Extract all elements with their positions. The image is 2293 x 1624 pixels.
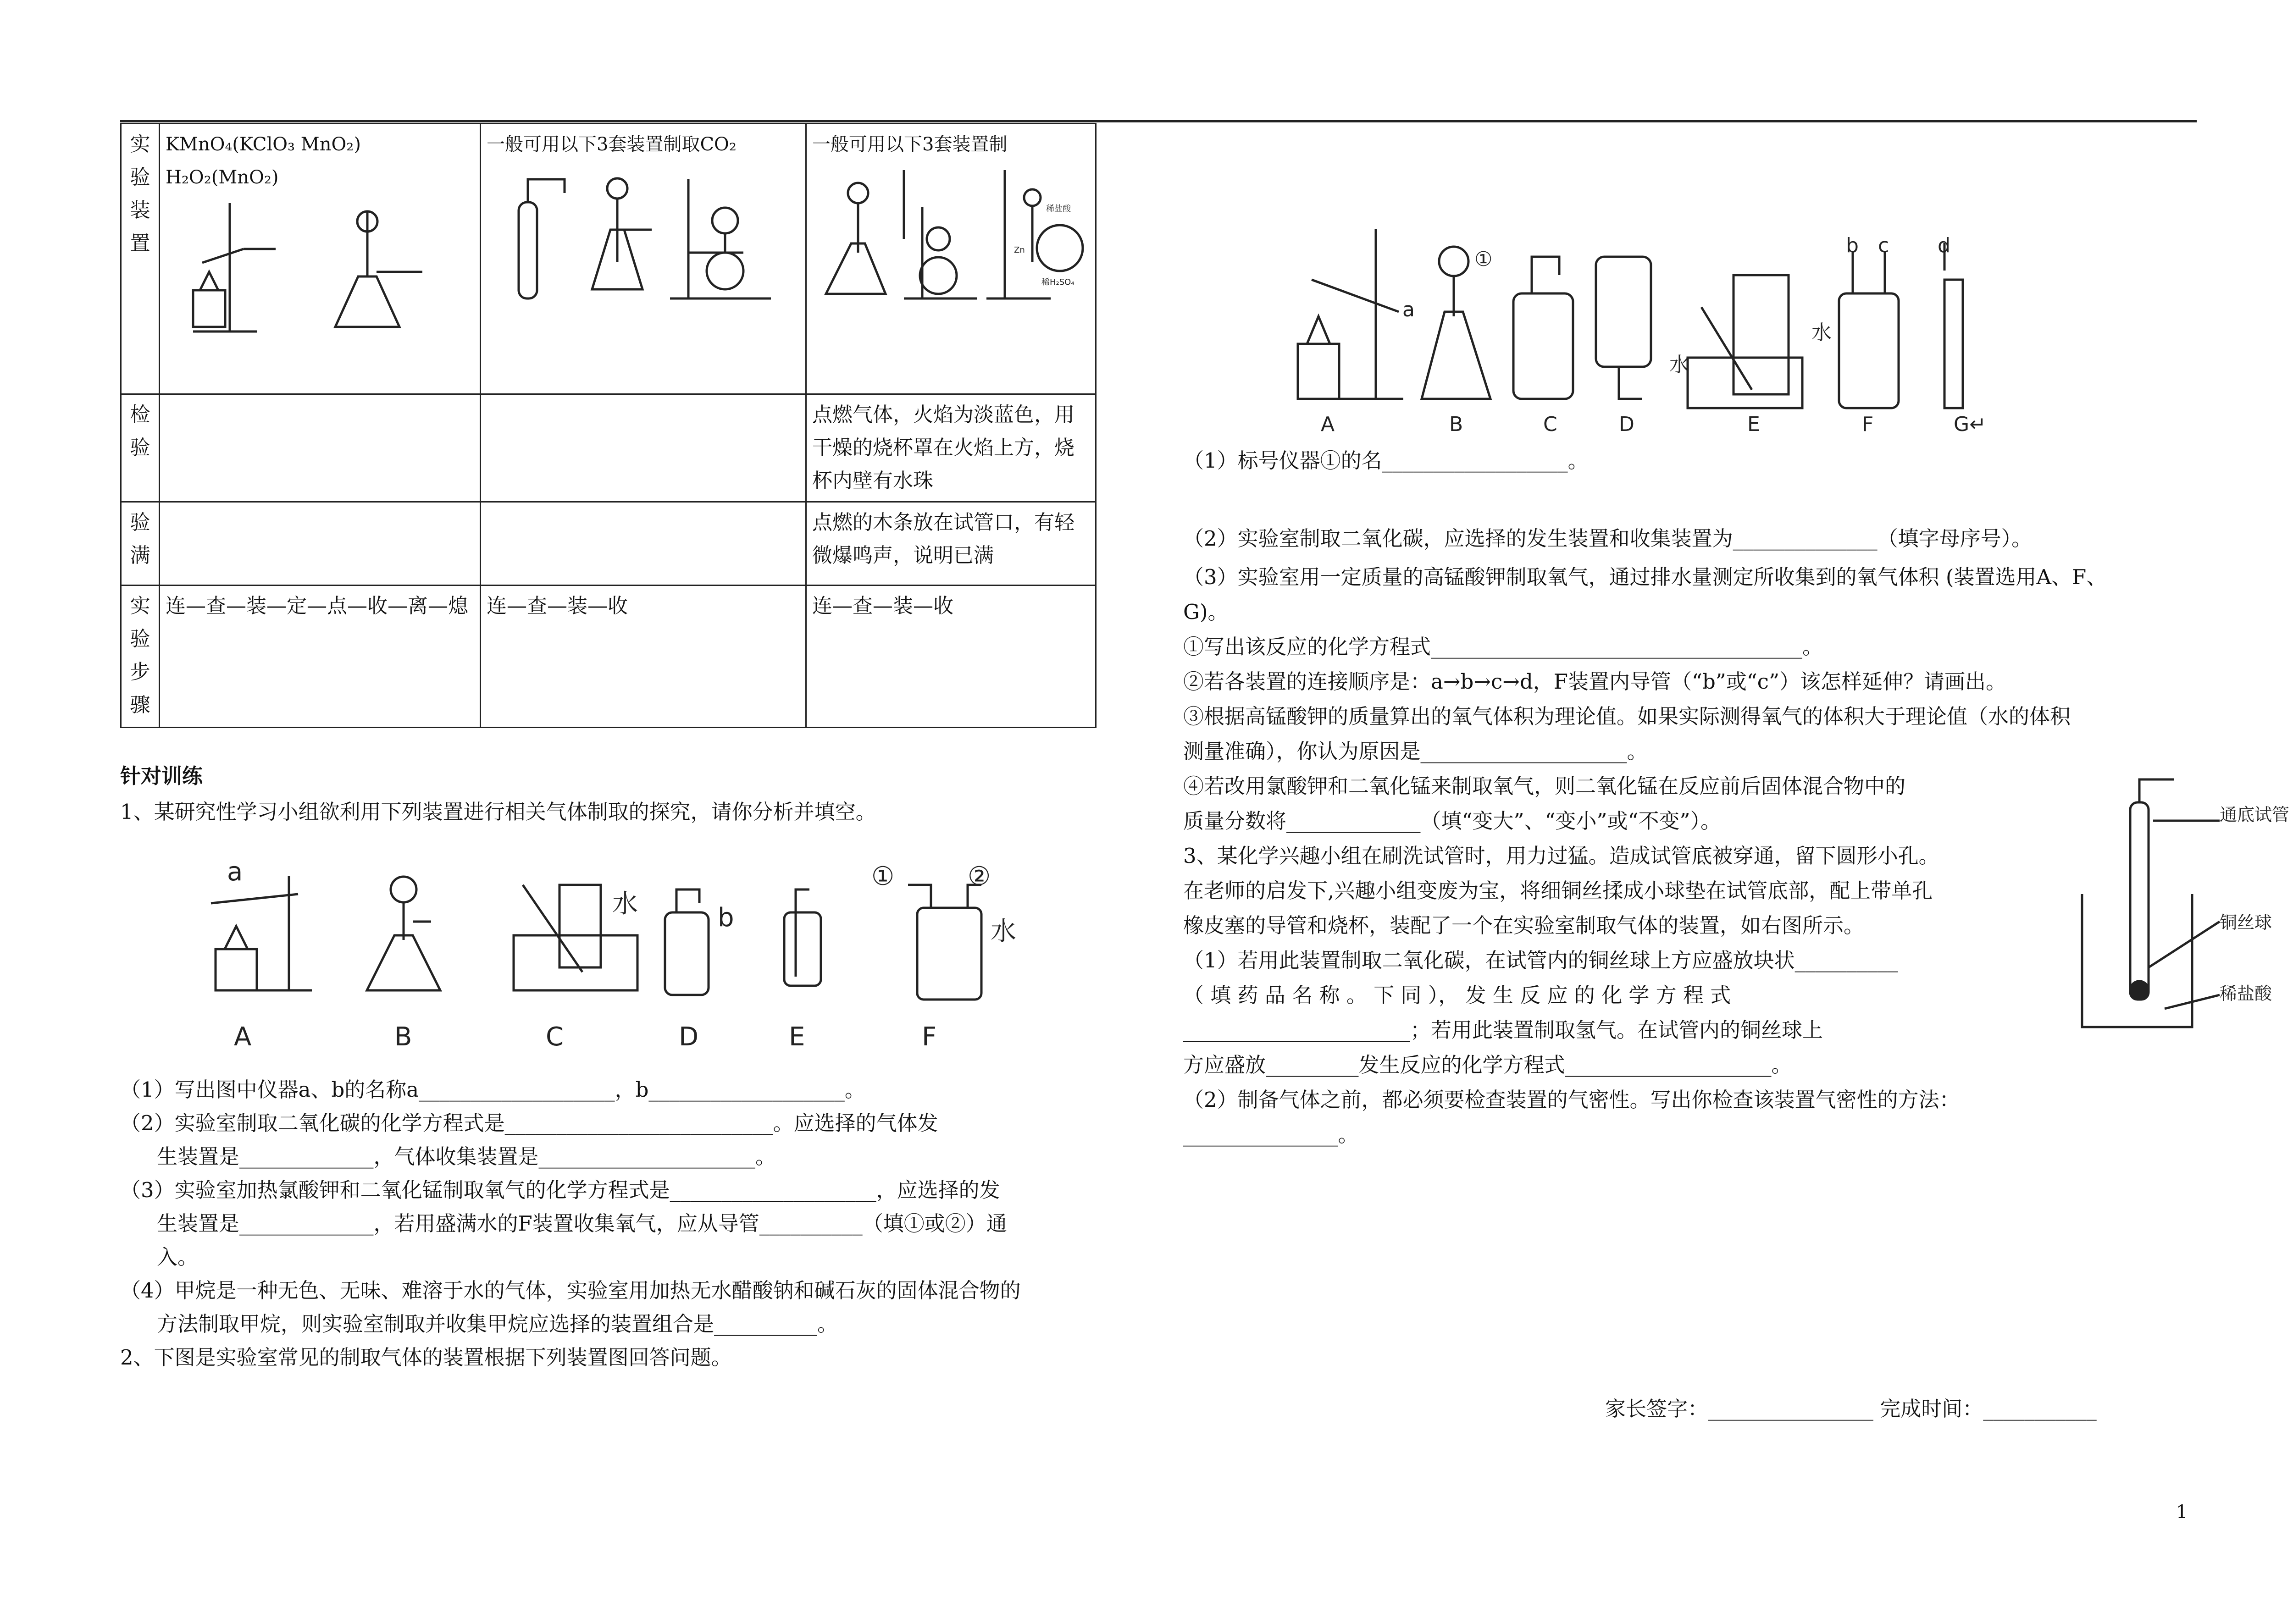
q2-part3-item4-line1: ④若改用氯酸钾和二氧化锰来制取氧气，则二氧化锰在反应前后固体混合物中的 (1183, 774, 1906, 798)
q2-part3-item4-line2: 质量分数将_____________（填“变大”、“变小”或“不变”）。 (1183, 809, 1722, 833)
cell-o2-apparatus (160, 124, 481, 394)
fig2-label-B: B (1449, 413, 1463, 436)
fig2-water-e: 水 (1669, 353, 1689, 376)
fig2-label-G: G↵ (1954, 413, 1986, 436)
q3-part1-line4: 方应盛放_________发生反应的化学方程式____________________。 (1183, 1053, 1792, 1077)
question-3-line2: 在老师的启发下,兴趣小组变废为宝，将细铜丝揉成小球垫在试管底部，配上带单孔 (1183, 878, 1933, 903)
fig2-label-b: b (1846, 234, 1859, 257)
co2-apparatus-figure (487, 161, 798, 312)
fig1-water-c: 水 (612, 889, 638, 919)
figure-3-beaker (2073, 770, 2290, 1045)
kipp-label-h2so4: 稀H₂SO₄ (1041, 277, 1074, 287)
fig1-label-a: a (227, 857, 243, 887)
q1-part2-line1: （2）实验室制取二氧化碳的化学方程式是__________________________。应选择的气体发 (120, 1111, 938, 1135)
fig3-label-acid: 稀盐酸 (2220, 983, 2272, 1004)
q1-part4-line1: （4）甲烷是一种无色、无味、难溶于水的气体，实验室用加热无水醋酸钠和碱石灰的固体混合物的 (120, 1278, 1021, 1303)
h2-apparatus-label: 一般可用以下3套装置制 (812, 134, 1008, 155)
fig1-port-1: ① (871, 862, 895, 891)
fig3-label-ball: 铜丝球 (2220, 912, 2272, 933)
fig1-label-B: B (394, 1022, 412, 1052)
fig2-label-a: a (1402, 298, 1415, 321)
gas-prep-summary-table (120, 123, 1097, 728)
fig2-water-f: 水 (1811, 321, 1832, 344)
fig1-label-A: A (234, 1022, 252, 1052)
cell-h2-full: 点燃的木条放在试管口，有轻微爆鸣声，说明已满 (806, 502, 1096, 586)
question-3-line3: 橡皮塞的导管和烧杯，装配了一个在实验室制取气体的装置，如右图所示。 (1183, 913, 1865, 938)
fig2-label-C: C (1543, 413, 1557, 436)
q1-part3-line3: 入。 (157, 1245, 199, 1269)
cell-co2-apparatus (481, 124, 806, 394)
cell-co2-test (481, 394, 806, 502)
q2-part3-item1: ①写出该反应的化学方程式____________________________________。 (1183, 635, 1823, 659)
fig2-label-d: d (1938, 234, 1950, 257)
cell-co2-steps: 连—查—装—收 (481, 586, 806, 728)
fig2-label-A: A (1321, 413, 1335, 436)
fig1-label-F: F (922, 1022, 937, 1052)
q3-part1-line3: ______________________；若用此装置制取氢气。在试管内的铜丝球上 (1183, 1018, 1823, 1042)
fig1-port-2: ② (968, 862, 991, 891)
figure-1-apparatus (193, 857, 1027, 1055)
fig3-label-tube: 通底试管 (2220, 805, 2290, 825)
cell-h2-test: 点燃气体，火焰为淡蓝色，用干燥的烧杯罩在火焰上方，烧杯内壁有水珠 (806, 394, 1096, 502)
q1-part1: （1）写出图中仪器a、b的名称a___________________，b___________________。 (120, 1077, 865, 1102)
co2-apparatus-label: 一般可用以下3套装置制取CO₂ (487, 134, 737, 155)
question-2: 2、下图是实验室常见的制取气体的装置根据下列装置图回答问题。 (120, 1345, 732, 1370)
q3-part1-line2: （ 填 药 品 名 称 。 下 同 ）， 发 生 反 应 的 化 学 方 程 式 (1183, 983, 1731, 1007)
fig2-label-E: E (1747, 413, 1760, 436)
kipp-label-zn: Zn (1014, 245, 1025, 255)
fig1-label-E: E (789, 1022, 805, 1052)
section-heading: 针对训练 (120, 764, 203, 788)
q2-part1: （1）标号仪器①的名__________________。 (1183, 448, 1589, 473)
q2-part2: （2）实验室制取二氧化碳，应选择的发生装置和收集装置为______________（填字母序号）。 (1183, 526, 2033, 551)
fig1-label-C: C (546, 1022, 564, 1052)
question-1: 1、某研究性学习小组欲利用下列装置进行相关气体制取的探究，请你分析并填空。 (120, 800, 876, 824)
fig2-label-c: c (1878, 234, 1889, 257)
row-header-steps: 实验步骤 (121, 586, 160, 728)
q2-part3-line2: G)。 (1183, 600, 1229, 624)
q3-part2-line1: （2）制备气体之前，都必须要检查装置的气密性。写出你检查该装置气密性的方法： (1183, 1088, 1960, 1112)
q1-part4-line2: 方法制取甲烷，则实验室制取并收集甲烷应选择的装置组合是__________。 (157, 1312, 838, 1336)
q1-part2-line2: 生装置是_____________，气体收集装置是_____________________。 (157, 1144, 776, 1169)
kipp-label-acid: 稀盐酸 (1046, 204, 1071, 214)
q2-part3-item2: ②若各装置的连接顺序是：a→b→c→d，F装置内导管（“b”或“c”）该怎样延伸？请画出。 (1183, 669, 2007, 694)
q2-part3-item3-line1: ③根据高锰酸钾的质量算出的氧气体积为理论值。如果实际测得氧气的体积大于理论值（水的体积 (1183, 704, 2071, 729)
question-3-line1: 3、某化学兴趣小组在刷洗试管时，用力过猛。造成试管底被穿通，留下圆形小孔。 (1183, 844, 1939, 868)
parent-signature-line: 家长签字：________________ 完成时间：___________ (1605, 1397, 2097, 1421)
fig1-water-f: 水 (991, 917, 1016, 946)
row-header-full: 验满 (121, 502, 160, 586)
cell-h2-apparatus (806, 124, 1096, 394)
cell-o2-test (160, 394, 481, 502)
h2-apparatus-figure (812, 161, 1092, 312)
row-header-apparatus: 实验装置 (121, 124, 160, 394)
top-rule (120, 120, 2197, 122)
fig2-label-1: ① (1474, 248, 1493, 271)
o2-apparatus-figure (166, 194, 468, 345)
q1-part3-line1: （3）实验室加热氯酸钾和二氧化锰制取氧气的化学方程式是____________________，应选择的发 (120, 1178, 1000, 1202)
figure-2-apparatus (1284, 225, 2027, 440)
page-number: 1 (2176, 1502, 2188, 1523)
q1-part3-line2: 生装置是_____________，若用盛满水的F装置收集氧气，应从导管__________（填①或②）通 (157, 1211, 1007, 1236)
q2-part3-item3-line2: 测量准确），你认为原因是____________________。 (1183, 739, 1648, 763)
cell-o2-steps: 连—查—装—定—点—收—离—熄 (160, 586, 481, 728)
o2-reagents-label: KMnO₄(KClO₃ MnO₂) H₂O₂(MnO₂) (166, 134, 361, 188)
q3-part2-line2: _______________。 (1183, 1122, 1359, 1147)
fig1-label-b: b (718, 903, 734, 933)
fig2-label-D: D (1619, 413, 1634, 436)
cell-o2-full (160, 502, 481, 586)
fig1-label-D: D (679, 1022, 699, 1052)
row-header-test: 检验 (121, 394, 160, 502)
cell-h2-steps: 连—查—装—收 (806, 586, 1096, 728)
cell-co2-full (481, 502, 806, 586)
q3-part1-line1: （1）若用此装置制取二氧化碳，在试管内的铜丝球上方应盛放块状__________ (1183, 948, 1898, 972)
q2-part3-line1: （3）实验室用一定质量的高锰酸钾制取氧气，通过排水量测定所收集到的氧气体积 (装置选用A、F、 (1183, 565, 2107, 589)
fig2-label-F: F (1862, 413, 1874, 436)
